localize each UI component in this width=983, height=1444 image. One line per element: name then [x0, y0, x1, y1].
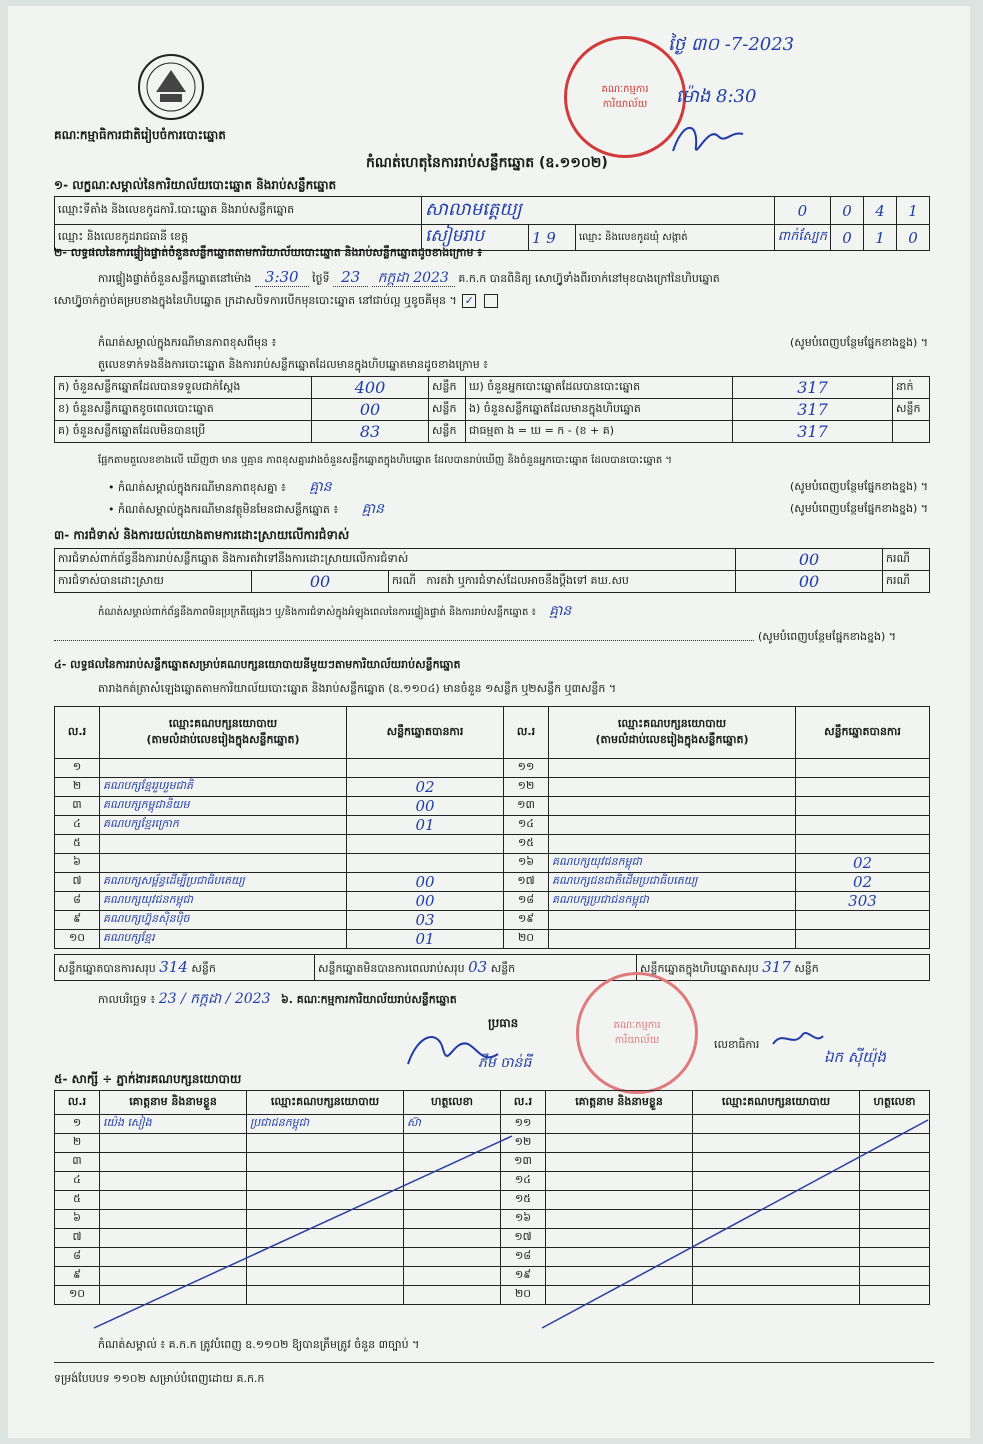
handwritten-time: ម៉ោង 8:30	[676, 86, 757, 107]
result-party	[549, 797, 796, 816]
witness-no: ១៩	[501, 1267, 546, 1286]
witness-no: ១	[55, 1115, 100, 1134]
province-value: សៀមរាប	[422, 225, 529, 251]
result-no: ១៤	[504, 816, 549, 835]
fig-e-unit: សន្លឹក	[893, 399, 930, 421]
result-no: ១៧	[504, 873, 549, 892]
witness-col-no-right: ល.រ	[501, 1091, 546, 1115]
appeal-value: 00	[736, 571, 883, 593]
witness-name: យ៉េង សៀង	[100, 1115, 247, 1134]
cross-out-lines	[92, 1116, 932, 1332]
president-signature-icon	[398, 1024, 518, 1084]
witness-no: ៥	[55, 1191, 100, 1210]
secretary-name: ឯក ស៊ីយ៉ុង	[824, 1048, 886, 1066]
location-code-2: 0	[831, 197, 864, 225]
result-party	[549, 816, 796, 835]
objection-label: ការជំទាស់ពាក់ព័ន្ធនឹងការរាប់សន្លឹកឆ្នោត និងការតវ៉ាទៅនឹងការដោះស្រាយលើការជំទាស់	[55, 549, 736, 571]
fig-formula-unit	[893, 421, 930, 443]
witness-no: ១១	[501, 1115, 546, 1134]
result-party	[549, 911, 796, 930]
location-code-1: 0	[774, 197, 830, 225]
location-code-3: 4	[864, 197, 897, 225]
document-sheet	[8, 6, 970, 1438]
witness-no: ១៣	[501, 1153, 546, 1172]
figures-intro: តួលេខទាក់ទងនឹងការបោះឆ្នោត និងការរាប់សន្លឹកឆ្នោតដែលមានក្នុងហិបឆ្នោតមានដូចខាងក្រោម ៖	[98, 358, 489, 371]
sum-valid-value: 314	[159, 957, 188, 976]
result-votes	[347, 759, 504, 778]
table-row	[55, 930, 930, 949]
table-row	[55, 816, 930, 835]
irregularity-label: កំណត់សម្គាល់ពាក់ព័ន្ធនឹងភាពមិនប្រក្រតីផ្សេងៗ ឬ/និងការជំទាស់ក្នុងអំឡុងពេលនៃការផ្ទៀងផ្ទាត់ និងការរាប់សន្លឹកឆ្នោត ៖	[98, 607, 536, 618]
verify-time-value: 3:30	[255, 268, 309, 287]
seal-ok-checkbox: ✓	[462, 294, 476, 308]
result-no: ១៦	[504, 854, 549, 873]
form-footer: ទម្រង់បែបបទ ១១០២ សម្រាប់បំពេញដោយ គ.ក.ក	[54, 1372, 265, 1385]
document-title: កំណត់ហេតុនៃការរាប់សន្លឹកឆ្នោត (ឧ.១១០២)	[366, 155, 608, 171]
witness-col-party-right: ឈ្មោះគណបក្សនយោបាយ	[693, 1091, 860, 1115]
commune-code-2: 1	[864, 225, 897, 251]
witness-sign: ស៊ា	[404, 1115, 501, 1134]
witness-no: ២	[55, 1134, 100, 1153]
witness-no: ១៨	[501, 1248, 546, 1267]
sum-valid-unit: សន្លឹក	[191, 961, 216, 975]
sum-invalid-unit: សន្លឹក	[490, 961, 516, 975]
fig-b-value: 00	[312, 399, 429, 421]
secretary-signature-icon	[768, 1024, 828, 1054]
table-row	[55, 892, 930, 911]
result-votes: 00	[347, 892, 504, 911]
fig-a-unit: សន្លឹក	[429, 377, 466, 399]
table-row	[55, 835, 930, 854]
result-votes: 03	[347, 911, 504, 930]
stamp-text: គណៈកម្មការការិយាល័យ	[601, 84, 649, 110]
date-value: 23 / កក្កដា / 2023	[158, 991, 271, 1007]
resolved-rest	[389, 571, 736, 593]
location-value: សាលាមត្តេយ្យ	[422, 197, 775, 225]
result-no: ២	[55, 778, 100, 797]
witness-no: ៧	[55, 1229, 100, 1248]
commission-stamp	[576, 972, 698, 1094]
difference-note-value: គ្មាន	[309, 479, 332, 495]
commission-stamp-text: គណៈកម្មការការិយាល័យ	[613, 1020, 661, 1046]
foreign-object-note	[108, 502, 928, 517]
result-party	[549, 835, 796, 854]
result-no: ១៥	[504, 835, 549, 854]
result-votes: 00	[347, 873, 504, 892]
witness-no: ២០	[501, 1286, 546, 1305]
appeal-label: ការតវ៉ា ឬការជំទាស់ដែលអាចនឹងប្ដឹងទៅ គឃ.សប	[426, 573, 629, 587]
fig-e-value: 317	[733, 399, 893, 421]
fig-a-value: 400	[312, 377, 429, 399]
irregularity-hint: (សូមបំពេញបន្ថែមផ្នែកខាងខ្នង) ។	[758, 630, 897, 643]
location-label: ឈ្មោះទីតាំង និងលេខកូដការិ.បោះឆ្នោត និងរាប់សន្លឹកឆ្នោត	[55, 197, 422, 225]
verify-day-label: ថ្ងៃទី	[312, 272, 330, 285]
result-votes: 01	[347, 930, 504, 949]
witness-no: ១៥	[501, 1191, 546, 1210]
verify-line-rest: គ.ក.ក បានពិនិត្យ សោហ្វ៊ូទាំងពីរចាក់នៅមុខបាងក្រៅនៃហិបឆ្នោត	[458, 272, 720, 285]
results-col-no-right: ល.រ	[504, 707, 549, 759]
commune-value: ពាក់ស្បែក	[774, 225, 830, 251]
result-party: គណបក្សខ្មែររួបរួមជាតិ	[100, 778, 347, 797]
org-name: គណៈកម្មាធិការជាតិរៀបចំការបោះឆ្នោត	[54, 128, 226, 142]
sum-total-value: 317	[762, 957, 791, 976]
commune-label: ឈ្មោះ និងលេខកូដឃុំ សង្កាត់	[576, 225, 775, 251]
result-no: ៥	[55, 835, 100, 854]
sum-total-label: សន្លឹកឆ្នោតក្នុងហិបឆ្នោតសរុប	[639, 961, 759, 975]
fig-a-label: ក) ចំនួនសន្លឹកឆ្នោតដែលបានទទួលជាក់ស្តែង	[55, 377, 312, 399]
appeal-unit: ករណី	[883, 571, 930, 593]
commission-title: ៦. គណៈកម្មការការិយាល័យរាប់សន្លឹកឆ្នោត	[281, 993, 457, 1006]
witness-party: ប្រជាជនកម្ពុជា	[247, 1115, 404, 1134]
table-row	[55, 797, 930, 816]
result-votes: 02	[796, 854, 930, 873]
fig-d-value: 317	[733, 377, 893, 399]
results-col-party-left-title: ឈ្មោះគណបក្សនយោបាយ	[168, 716, 278, 730]
foreign-object-label: • កំណត់សម្គាល់ក្នុងករណីមានវត្ថុមិនមែនជាសន្លឹកឆ្នោត ៖	[108, 503, 339, 516]
results-col-party-left-sub: (តាមលំដាប់លេខរៀងក្នុងសន្លឹកឆ្នោត)	[146, 732, 300, 746]
fig-b-unit: សន្លឹក	[429, 399, 466, 421]
result-party	[100, 835, 347, 854]
section2-title: ២- លទ្ធផលនៃការផ្ទៀងផ្ទាត់ចំនួនសន្លឹកឆ្នោតតាមការិយាល័យបោះឆ្នោត និងរាប់សន្លឹកឆ្នោតដូចខាងក្រោម ៖	[54, 246, 483, 259]
verify-time-label: ការផ្ទៀងផ្ទាត់ចំនួនសន្លឹកឆ្នោតនៅម៉ោង	[98, 272, 252, 285]
result-votes	[796, 759, 930, 778]
fig-e-label: ង) ចំនួនសន្លឹកឆ្នោតដែលមានក្នុងហិបឆ្នោត	[466, 399, 733, 421]
result-votes	[796, 930, 930, 949]
difference-note-hint: (សូមបំពេញបន្ថែមផ្នែកខាងខ្នង) ។	[789, 480, 928, 493]
resolved-value: 00	[252, 571, 389, 593]
date-line	[98, 992, 457, 1007]
foreign-object-value: គ្មាន	[361, 501, 384, 517]
section1-title: ១- លក្ខណៈសម្គាល់នៃការិយាល័យបោះឆ្នោត និងរាប់សន្លឹកឆ្នោត	[54, 178, 337, 192]
resolved-label: ការជំទាស់បានដោះស្រាយ	[55, 571, 252, 593]
verify-day-value: 23	[333, 268, 368, 287]
fig-formula-value: 317	[733, 421, 893, 443]
irregularity-value: គ្មាន	[549, 603, 572, 619]
result-votes	[796, 816, 930, 835]
witness-no: ១០	[55, 1286, 100, 1305]
witness-no: ៣	[55, 1153, 100, 1172]
witness-col-sign-left: ហត្ថលេខា	[404, 1091, 501, 1115]
result-votes	[796, 778, 930, 797]
diff-note-line	[98, 336, 928, 350]
witness-no: ១២	[501, 1134, 546, 1153]
location-code-4: 1	[897, 197, 930, 225]
diff-note-hint: (សូមបំពេញបន្ថែមផ្នែកខាងខ្នង) ។	[789, 336, 928, 349]
result-votes: 02	[796, 873, 930, 892]
difference-line: ផ្អែកតាមតួលេខខាងលើ ឃើញថា មាន ឬគ្មាន ភាពខុសគ្នារវាងចំនួនសន្លឹកឆ្នោតក្នុងហិបឆ្នោត ដែលបានរាប់ឃើញ និងចំនួនអ្នកបោះឆ្នោត ដែលបានបោះឆ្នោត ។	[98, 455, 673, 466]
results-col-no-left: ល.រ	[55, 707, 100, 759]
sum-valid-cell	[55, 955, 315, 981]
result-party: គណបក្សប្រជាជនកម្ពុជា	[549, 892, 796, 911]
commune-code-3: 0	[897, 225, 930, 251]
result-votes	[796, 911, 930, 930]
secretary-label: លេខាធិការ	[714, 1038, 760, 1051]
fig-formula-label: ជាធម្មតា ង = ឃ = ក - (ខ + គ)	[466, 421, 733, 443]
sum-invalid-value: 03	[468, 957, 488, 976]
president-name: ភឹម ចាន់ធី	[478, 1055, 532, 1071]
irregularity-dots	[54, 628, 754, 641]
fig-c-value: 83	[312, 421, 429, 443]
result-no: ១	[55, 759, 100, 778]
witness-col-no-left: ល.រ	[55, 1091, 100, 1115]
result-party: គណបក្សយុវជនកម្ពុជា	[549, 854, 796, 873]
results-col-party-right	[549, 707, 796, 759]
result-votes: 00	[347, 797, 504, 816]
sum-invalid-label: សន្លឹកឆ្នោតមិនបានការពេលរាប់សរុប	[317, 961, 465, 975]
result-party	[549, 778, 796, 797]
result-no: ៤	[55, 816, 100, 835]
result-no: ៧	[55, 873, 100, 892]
result-no: ២០	[504, 930, 549, 949]
foreign-object-hint: (សូមបំពេញបន្ថែមផ្នែកខាងខ្នង) ។	[789, 502, 928, 515]
result-party: គណបក្សយុវជនកម្ពុជា	[100, 892, 347, 911]
province-label: ឈ្មោះ និងលេខកូដរាជធានី ខេត្ត	[55, 225, 422, 251]
witness-col-name-left: គោត្តនាម និងនាមខ្លួន	[100, 1091, 247, 1115]
table-row	[55, 854, 930, 873]
result-no: ១០	[55, 930, 100, 949]
witness-no: ១៤	[501, 1172, 546, 1191]
result-party: គណបក្សខ្មែរក្រោក	[100, 816, 347, 835]
result-party	[549, 759, 796, 778]
result-no: ១១	[504, 759, 549, 778]
result-no: ១៩	[504, 911, 549, 930]
top-signature-icon	[668, 116, 748, 166]
results-col-votes-left: សន្លឹកឆ្នោតបានការ	[347, 707, 504, 759]
result-no: ៦	[55, 854, 100, 873]
objections-table	[54, 548, 930, 593]
result-party: គណបក្សកម្ពុជានិយម	[100, 797, 347, 816]
results-summary	[54, 954, 930, 981]
sum-valid-label: សន្លឹកឆ្នោតបានការសរុប	[58, 961, 156, 975]
commune-code-1: 0	[831, 225, 864, 251]
footer-divider	[54, 1362, 934, 1363]
result-votes	[347, 835, 504, 854]
results-col-party-right-sub: (តាមលំដាប់លេខរៀងក្នុងសន្លឹកឆ្នោត)	[595, 732, 749, 746]
result-votes: 01	[347, 816, 504, 835]
fig-d-unit: នាក់	[893, 377, 930, 399]
result-no: ៩	[55, 911, 100, 930]
witness-no: ៦	[55, 1210, 100, 1229]
seal-line-text: សោហ្វ៊ូចាក់ភ្ជាប់គម្របខាងក្នុងនៃហិបឆ្នោត ក្រដាសបិទការបើកមុនបោះឆ្នោត នៅជាប់ល្អ ឬខូចគីមុន ។	[54, 294, 457, 307]
section5-title: ៥- សាក្សី ÷ ភ្នាក់ងារគណបក្សនយោបាយ	[54, 1072, 242, 1086]
result-no: ១៨	[504, 892, 549, 911]
result-votes	[796, 835, 930, 854]
resolved-unit: ករណី	[392, 573, 416, 587]
fig-c-label: គ) ចំនួនសន្លឹកឆ្នោតដែលមិនបានប្រើ	[55, 421, 312, 443]
result-votes: 02	[347, 778, 504, 797]
section4-intro-text: តារាងកត់ត្រាសំឡេងឆ្នោតតាមការិយាល័យបោះឆ្នោត និងរាប់សន្លឹកឆ្នោត (ឧ.១១០៤) មានចំនួន ១សន្លឹក ឬ២សន្លឹក ឬ៣សន្លឹក ។	[98, 682, 617, 695]
verify-month-year: កក្កដា 2023	[372, 270, 455, 287]
result-party: គណបក្សខ្មែរ	[100, 930, 347, 949]
result-party	[100, 759, 347, 778]
sum-invalid-cell	[314, 955, 636, 981]
emblem-logo-icon	[136, 52, 206, 122]
witness-col-name-right: គោត្តនាម និងនាមខ្លួន	[546, 1091, 693, 1115]
witness-note: កំណត់សម្គាល់ ៖ គ.ក.ក ត្រូវបំពេញ ឧ.១១០២ ឱ្យបានត្រឹមត្រូវ ចំនួន ៣ច្បាប់ ។	[98, 1338, 420, 1351]
result-votes	[796, 797, 930, 816]
result-votes: 303	[796, 892, 930, 911]
fig-d-label: ឃ) ចំនួនអ្នកបោះឆ្នោតដែលបានបោះឆ្នោត	[466, 377, 733, 399]
witness-no: ៤	[55, 1172, 100, 1191]
witness-no: ១៦	[501, 1210, 546, 1229]
result-party	[100, 854, 347, 873]
difference-note	[108, 480, 928, 495]
witness-col-sign-right: ហត្ថលេខា	[860, 1091, 930, 1115]
verify-line	[98, 270, 720, 286]
section4-intro	[98, 682, 616, 696]
president-label: ប្រធាន	[488, 1016, 519, 1030]
irregularity-note	[98, 604, 571, 620]
witness-no: ១៧	[501, 1229, 546, 1248]
seal-broken-checkbox	[484, 294, 498, 308]
figures-table	[54, 376, 930, 443]
result-party	[549, 930, 796, 949]
results-col-votes-right: សន្លឹកឆ្នោតបានការ	[796, 707, 930, 759]
section1-table	[54, 196, 930, 251]
witness-no: ៨	[55, 1248, 100, 1267]
result-party: គណបក្សជនជាតិដើមប្រជាធិបតេយ្យ	[549, 873, 796, 892]
result-votes	[347, 854, 504, 873]
result-no: ៣	[55, 797, 100, 816]
province-code: 1 9	[529, 225, 576, 251]
results-col-party-left	[100, 707, 347, 759]
objection-unit: ករណី	[883, 549, 930, 571]
result-party: គណបក្សសម្ព័ន្ធដើម្បីប្រជាធិបតេយ្យ	[100, 873, 347, 892]
seal-line	[54, 294, 500, 308]
handwritten-date: ថ្ងៃ ៣០ -7-2023	[668, 34, 795, 55]
diff-note-label: កំណត់សម្គាល់ក្នុងករណីមានភាពខុសពីមុន ៖	[98, 336, 277, 349]
table-row	[55, 873, 930, 892]
section3-title: ៣- ការជំទាស់ និងការយល់យោងតាមការដោះស្រាយលើការជំទាស់	[54, 528, 350, 542]
results-table	[54, 706, 930, 949]
sum-total-unit: សន្លឹក	[794, 961, 819, 975]
table-row	[55, 759, 930, 778]
sum-total-cell	[636, 955, 929, 981]
result-no: ៨	[55, 892, 100, 911]
results-col-party-right-title: ឈ្មោះគណបក្សនយោបាយ	[617, 716, 727, 730]
difference-note-label: • កំណត់សម្គាល់ក្នុងករណីមានភាពខុសគ្នា ៖	[108, 481, 286, 494]
section4-title: ៤- លទ្ធផលនៃការរាប់សន្លឹកឆ្នោតសម្រាប់គណបក្សនយោបាយនីមួយៗតាមការិយាល័យរាប់សន្លឹកឆ្នោត	[54, 658, 461, 671]
fig-b-label: ខ) ចំនួនសន្លឹកឆ្នោតខូចពេលបោះឆ្នោត	[55, 399, 312, 421]
objection-value: 00	[736, 549, 883, 571]
witness-no: ៩	[55, 1267, 100, 1286]
result-no: ១២	[504, 778, 549, 797]
result-no: ១៣	[504, 797, 549, 816]
witness-col-party-left: ឈ្មោះគណបក្សនយោបាយ	[247, 1091, 404, 1115]
date-label: កាលបរិច្ឆេទ ៖	[98, 993, 156, 1006]
table-row	[55, 778, 930, 797]
table-row	[55, 911, 930, 930]
fig-c-unit: សន្លឹក	[429, 421, 466, 443]
result-party: គណបក្សហ្វ៊ុនស៊ិនប៉ិច	[100, 911, 347, 930]
